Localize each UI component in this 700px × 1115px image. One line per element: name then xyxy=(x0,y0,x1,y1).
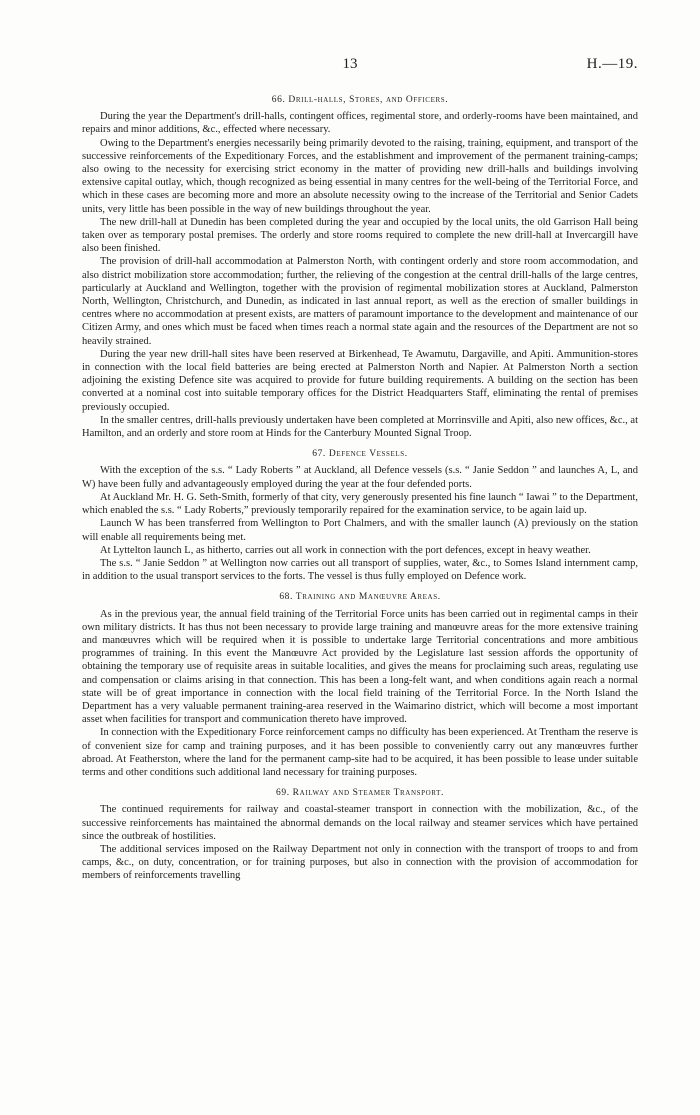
paragraph: With the exception of the s.s. “ Lady Roberts ” at Auckland, all Defence vessels (s.s. “ Janie Seddon ” and launches A, L, and W) have been fully and advantageously employed during the year at the four defended ports. xyxy=(82,465,638,490)
section-title-68: 68. Training and Manœuvre Areas. xyxy=(279,592,441,603)
paragraph: During the year new drill-hall sites have been reserved at Birkenhead, Te Awamutu, Dargaville, and Apiti. Ammunition-stores in connection with the local field batteries are being erected at Palmerston North and Napier. At Palmerston North a section adjoining the existing Defence site was acquired to provide for future building requirements. A building on the section has been converted at a nominal cost into suitable temporary offices for the District Headquarters Staff, eliminating the rental of premises previously occupied. xyxy=(82,348,638,413)
paragraph: The continued requirements for railway and coastal-steamer transport in connection with the mobilization, &c., of the successive reinforcements has maintained the abnormal demands on the local railway and steamer services which have pertained since the outbreak of hostilities. xyxy=(82,804,638,842)
section-spacer xyxy=(82,779,638,787)
paragraph: The provision of drill-hall accommodation at Palmerston North, with contingent orderly and store room accommodation, and also district mobilization store accommodation; further, the relieving of the congestion at the central drill-halls of the large centres, particularly at Auckland and Wellington, together with the provision of regimental mobilization stores at Auckland, Palmerston North, Wellington, Christchurch, and Dunedin, as indicated in last annual report, as well as the erection of smaller buildings in centres where no accommodation at present exists, are matters of paramount importance to the development and maintenance of our Citizen Army, and ones which must be faced when times reach a normal state again and the resources of the Department are not so heavily strained. xyxy=(82,256,638,347)
page-number: 13 xyxy=(342,56,358,72)
paragraph: In connection with the Expeditionary Force reinforcement camps no difficulty has been experienced. At Trentham the reserve is of convenient size for camp and training purposes, and it has been possible to conveniently carry out any manœuvres further abroad. At Featherston, where the land for the permanent camp-site had to be acquired, it has been possible to lease under suitable terms and other conditions such additional land necessary for training purposes. xyxy=(82,727,638,778)
paragraph: The s.s. “ Janie Seddon ” at Wellington now carries out all transport of supplies, water, &c., to Somes Island internment camp, in addition to the usual transport services to the forts. The vessel is thus fully employed on Defence work. xyxy=(82,557,638,583)
section-title-66: 66. Drill-halls, Stores, and Officers. xyxy=(271,95,449,105)
paragraph: In the smaller centres, drill-halls previously undertaken have been completed at Morrinsville and Apiti, also new offices, &c., at Hamilton, and an orderly and store room at Hinds for the Canterbury Mounted Signal Troop. xyxy=(82,414,638,440)
document-reference: H.—19. xyxy=(586,56,638,72)
section-spacer xyxy=(82,583,638,591)
paragraph: During the year the Department's drill-halls, contingent offices, regimental store, and orderly-rooms have been maintained, and repairs and minor additions, &c., effected where necessary. xyxy=(82,111,638,136)
section-spacer xyxy=(82,440,638,448)
paragraph: Owing to the Department's energies necessarily being primarily devoted to the raising, training, equipment, and transport of the successive reinforcements of the Expeditionary Forces, and the establishment and improvement of the permanent training-camps; also owing to the necessity for exercising strict economy in the matter of providing new drill-halls and buildings involving extensive capital outlay, which, though recognized as being essential in many centres for the well-being of the Territorial Force, and which in these cases are becoming more and more an absolute necessity owing to the increase of the Territorial and Senior Cadets units, very little has been possible in the way of new buildings throughout the year. xyxy=(82,137,638,215)
paragraph: The additional services imposed on the Railway Department not only in connection with the transport of troops to and from camps, &c., on duty, concentration, or for training purposes, but also in connection with the provision of accommodation for members of reinforcements travelling xyxy=(82,843,638,882)
paragraph: At Lyttelton launch L, as hitherto, carries out all work in connection with the port defences, except in heavy weather. xyxy=(100,544,591,556)
paragraph: The new drill-hall at Dunedin has been completed during the year and occupied by the local units, the old Garrison Hall being taken over as temporary postal premises. The orderly and store rooms required to complete the new drill-hall at Invercargill have also been finished. xyxy=(82,216,638,255)
paragraph: Launch W has been transferred from Wellington to Port Chalmers, and with the smaller launch (A) previously on the station will enable all requirements being met. xyxy=(82,518,638,543)
section-title-69: 69. Railway and Steamer Transport. xyxy=(276,788,444,799)
paragraph: As in the previous year, the annual field training of the Territorial Force units has been carried out in regimental camps in their own military districts. It has thus not been necessary to provide large training and manœuvre areas for the more extensive training and manœuvres which will be required when it is possible to undertake large Territorial concentrations and more ambitious programmes of training. In this event the Manœuvre Act provided by the Legislature last session affords the opportunity of obtaining the temporary use of requisite areas in suitable localities, and gives the means for proclaiming such areas, regulating use and compensation or claims arising in that connection. This has been a long-felt want, and when conditions again reach a normal state will be of great importance in connection with the local field training of the Territorial Force. In the North Island the Department has a very valuable permanent training-area reserved in the Waimarino district, which will become a most important asset when facilities for transport and communication thereto have improved. xyxy=(82,608,638,726)
section-title-67: 67. Defence Vessels. xyxy=(312,449,408,460)
paragraph: At Auckland Mr. H. G. Seth-Smith, formerly of that city, very generously presented his fine launch “ Iawai ” to the Department, which enabled the s.s. “ Lady Roberts,” previously temporarily repaired for the examination service, to be again laid up. xyxy=(82,491,638,517)
